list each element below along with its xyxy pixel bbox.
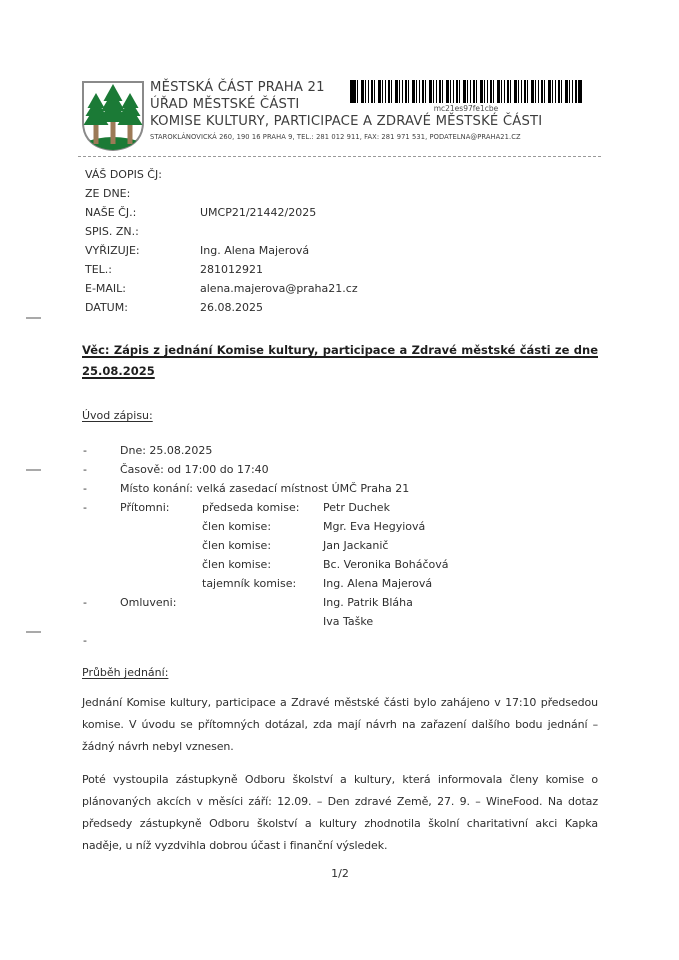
list-item <box>83 555 598 574</box>
list-person: Mgr. Eva Hegyiová <box>323 520 426 533</box>
meta-label: E-MAIL: <box>85 282 127 295</box>
body-paragraph-1: Jednání Komise kultury, participace a Zdravé městské části bylo zahájeno v 17:10 předsedou komise. V úvodu se přítomných dotázal, zda mají návrh na zařazení dalšího bodu jednání – žádný návrh nebyl vznesen. <box>82 696 598 753</box>
list-bullet: - <box>83 482 87 495</box>
list-item <box>83 479 598 498</box>
header-divider <box>78 156 601 157</box>
list-role: člen komise: <box>202 539 272 552</box>
meta-value: 281012921 <box>200 263 263 276</box>
list-role: člen komise: <box>202 520 272 533</box>
list-role: tajemník komise: <box>202 577 297 590</box>
list-item <box>83 460 598 479</box>
fold-mark <box>26 469 41 471</box>
page-number: 1/2 <box>331 867 349 880</box>
list-person: Bc. Veronika Boháčová <box>323 558 449 571</box>
list-item <box>83 593 598 612</box>
list-bullet: - <box>83 596 87 609</box>
list-text: Dne: 25.08.2025 <box>120 444 213 457</box>
coat-of-arms-logo <box>80 80 146 152</box>
list-person: Ing. Patrik Bláha <box>323 596 413 609</box>
list-text: Omluveni: <box>120 596 177 609</box>
list-text: Přítomni: <box>120 501 170 514</box>
list-bullet: - <box>83 463 87 476</box>
subject-text-line1: Věc: Zápis z jednání Komise kultury, participace a Zdravé městské části ze dne <box>82 343 598 357</box>
meta-row-nase-cj <box>85 203 358 222</box>
list-bullet: - <box>83 634 87 647</box>
list-item <box>83 517 598 536</box>
list-item <box>83 536 598 555</box>
list-bullet: - <box>83 501 87 514</box>
list-item <box>83 441 598 460</box>
list-person: Jan Jackanič <box>323 539 389 552</box>
meta-label: SPIS. ZN.: <box>85 225 139 238</box>
org-name-line3: KOMISE KULTURY, PARTICIPACE A ZDRAVÉ MĚSTSKÉ ČÁSTI <box>150 114 543 129</box>
meta-label: ZE DNE: <box>85 187 131 200</box>
list-person: Iva Taške <box>323 615 374 628</box>
meta-label: TEL.: <box>85 263 113 276</box>
subject-text-line2: 25.08.2025 <box>82 364 155 378</box>
list-text: Časově: od 17:00 do 17:40 <box>120 463 269 476</box>
intro-heading: Úvod zápisu: <box>82 409 153 422</box>
barcode-icon <box>350 80 582 103</box>
list-item <box>83 498 598 517</box>
meta-label: DATUM: <box>85 301 128 314</box>
list-text: Místo konání: velká zasedací místnost ÚMČ Praha 21 <box>120 482 410 495</box>
letter-metadata <box>85 165 358 317</box>
meta-value: UMCP21/21442/2025 <box>200 206 317 219</box>
fold-mark <box>26 631 41 633</box>
document-barcode <box>350 80 582 113</box>
meta-row-vas-dopis <box>85 165 358 184</box>
fold-mark <box>26 317 41 319</box>
list-role: předseda komise: <box>202 501 300 514</box>
meta-value: 26.08.2025 <box>200 301 263 314</box>
list-person: Petr Duchek <box>323 501 390 514</box>
meta-label: VÁŠ DOPIS ČJ: <box>85 168 162 181</box>
meta-row-email <box>85 279 358 298</box>
list-item <box>83 631 598 650</box>
meta-value: Ing. Alena Majerová <box>200 244 310 257</box>
org-name-line2: ÚŘAD MĚSTSKÉ ČÁSTI <box>150 97 300 112</box>
shield-trees-icon <box>80 80 146 152</box>
list-role: člen komise: <box>202 558 272 571</box>
meta-label: VYŘIZUJE: <box>85 244 140 257</box>
meeting-info-list <box>83 441 598 650</box>
list-person: Ing. Alena Majerová <box>323 577 433 590</box>
list-item <box>83 574 598 593</box>
body-paragraph-2: Poté vystoupila zástupkyně Odboru školství a kultury, která informovala členy komise o plánovaných akcích v měsíci září: 12.09. – Den zdravé Země, 27. 9. – WineFood. Na dotaz předsedy zástupkyně Odboru školství a kultury zhodnotila školní charitativní akci Kapka naděje, u níž vyzdvihla dobrou účast i finanční výsledek. <box>82 773 598 852</box>
meta-row-ze-dne <box>85 184 358 203</box>
list-bullet: - <box>83 444 87 457</box>
meta-row-vyrizuje <box>85 241 358 260</box>
barcode-text: mc21es97fe1cbe <box>433 104 499 113</box>
meta-label: NAŠE ČJ.: <box>85 206 137 219</box>
subject-line <box>82 340 598 382</box>
org-address-line: STAROKLÁNOVICKÁ 260, 190 16 PRAHA 9, TEL.: 281 012 911, FAX: 281 971 531, PODATELNA@PRAHA21.CZ <box>150 133 521 141</box>
meta-row-tel <box>85 260 358 279</box>
meta-row-spis-zn <box>85 222 358 241</box>
meta-value: alena.majerova@praha21.cz <box>200 282 358 295</box>
meta-row-datum <box>85 298 358 317</box>
list-item <box>83 612 598 631</box>
org-name-line1: MĚSTSKÁ ČÁST PRAHA 21 <box>150 80 325 95</box>
body-heading: Průběh jednání: <box>82 666 169 679</box>
